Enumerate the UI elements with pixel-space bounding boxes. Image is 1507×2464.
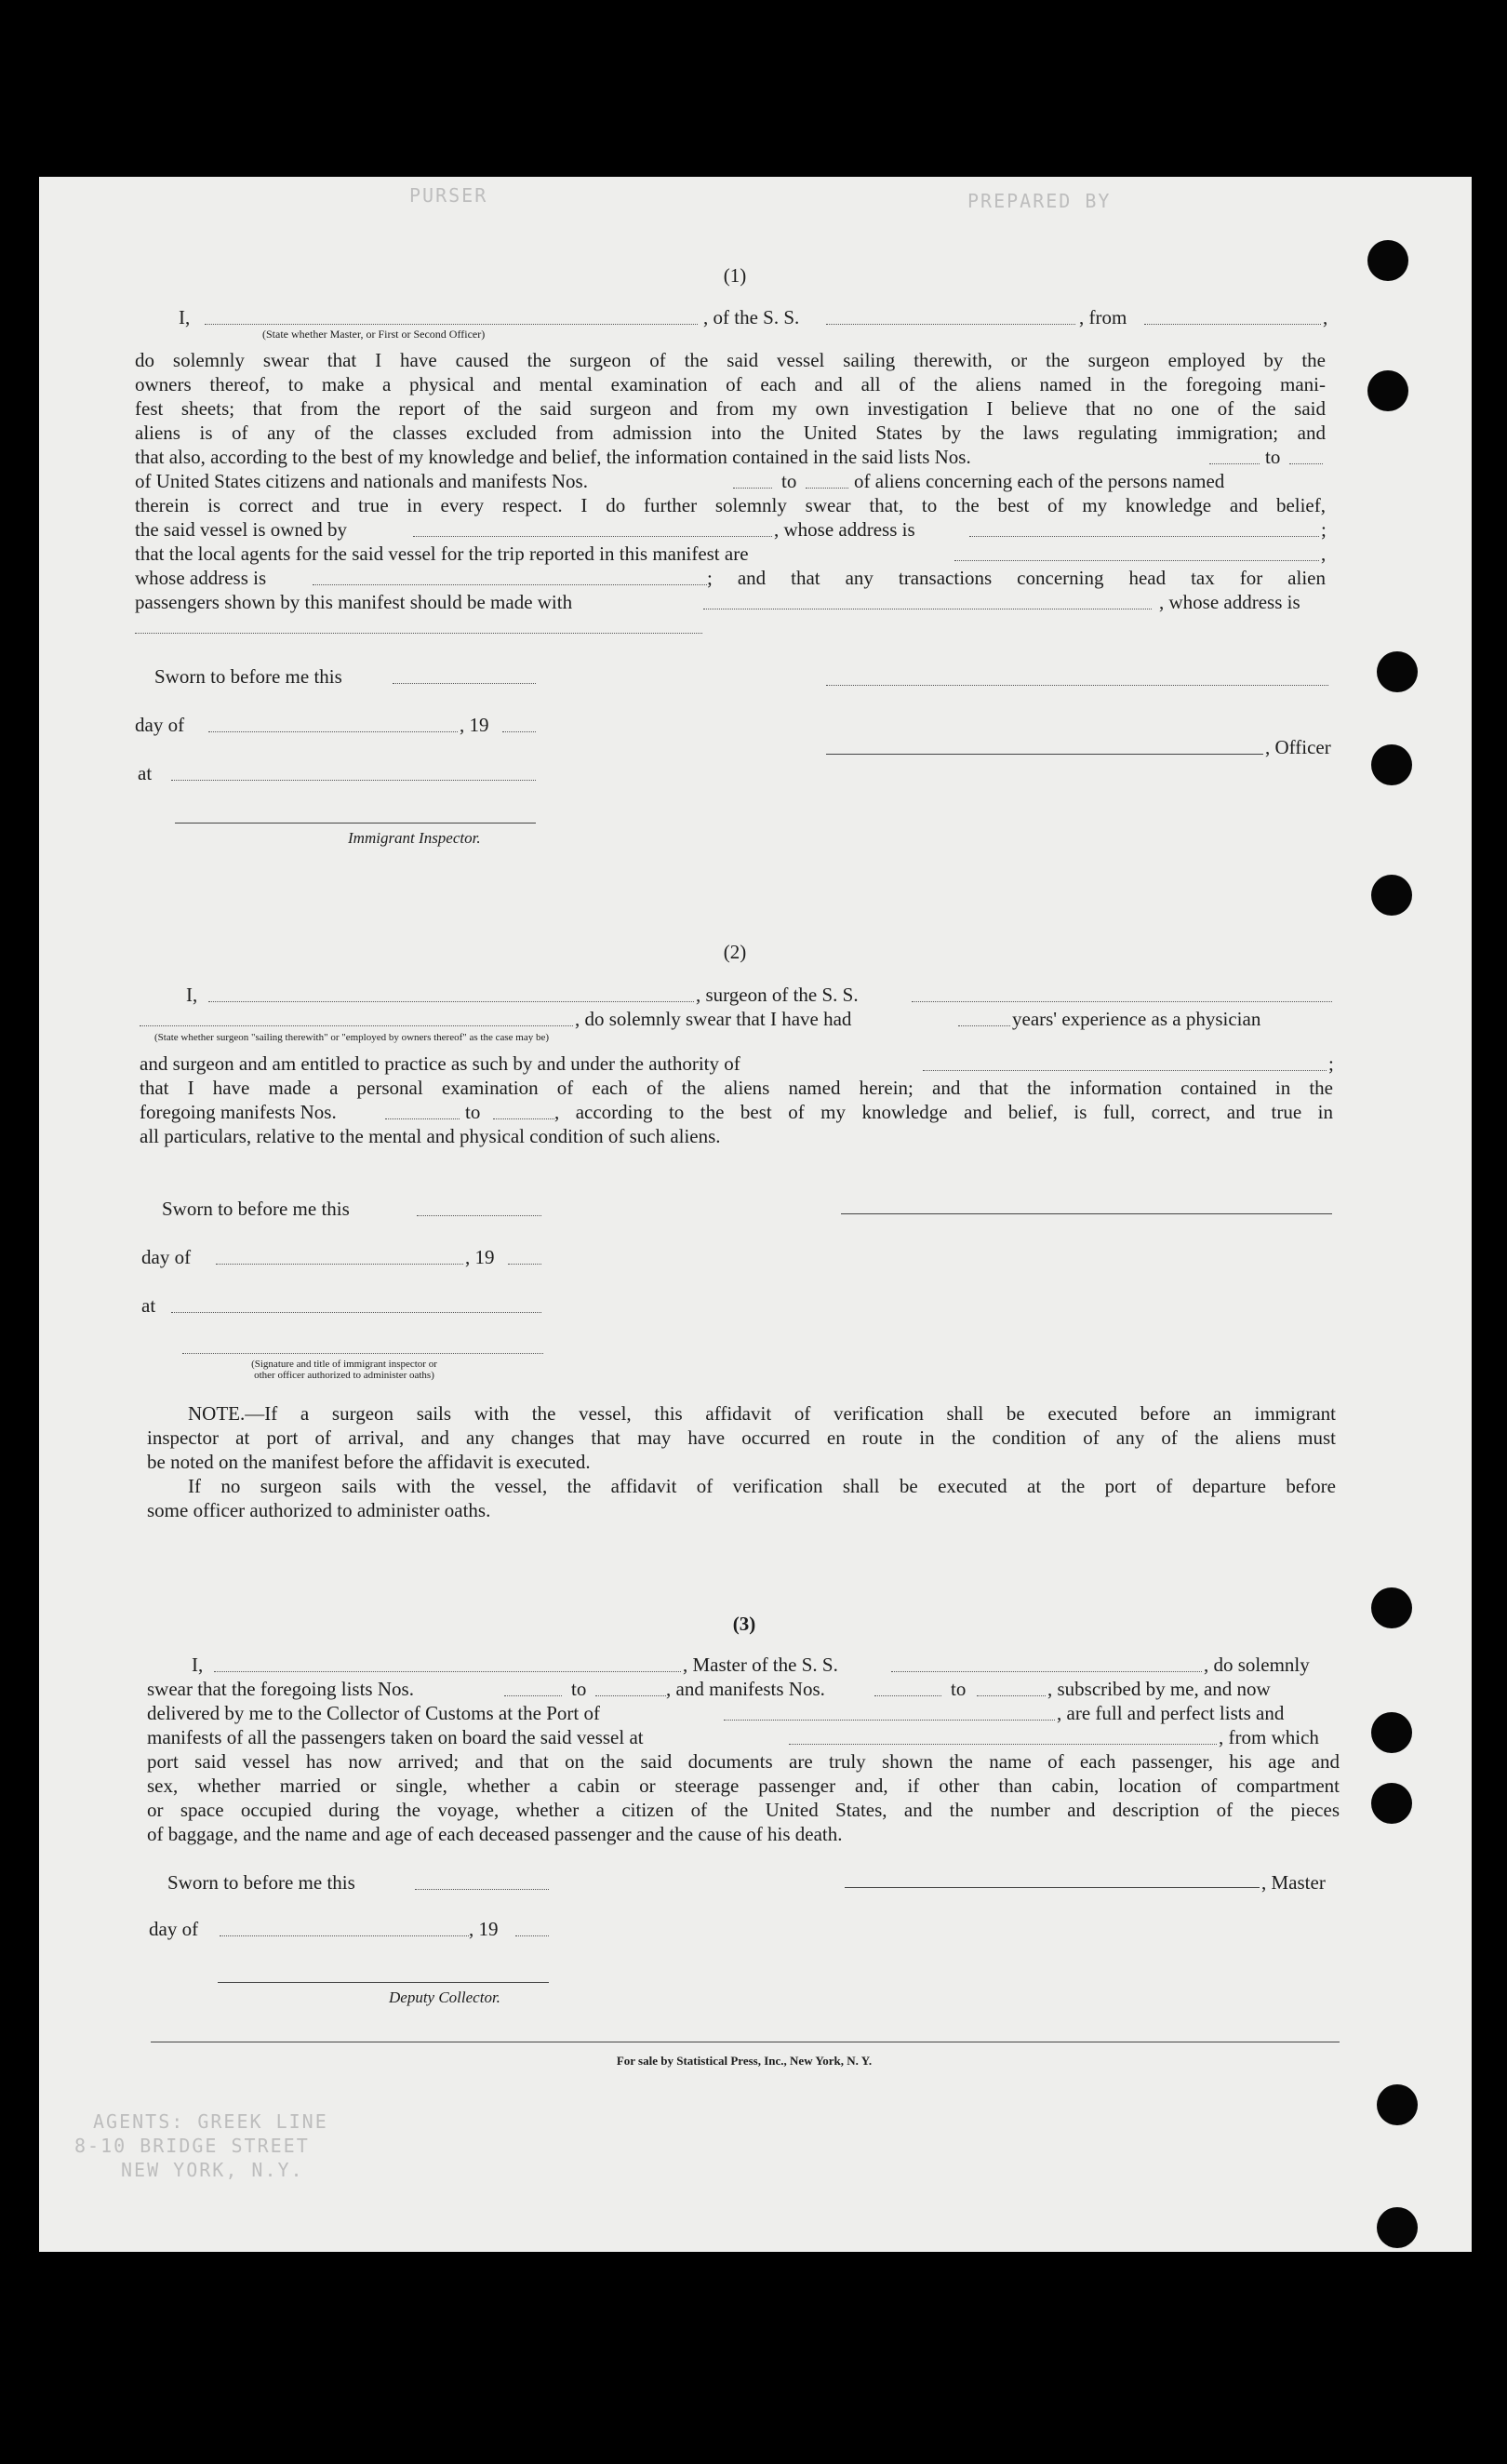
s2-line-4: that I have made a personal examination of each of the aliens named herein; and that the information contained in the xyxy=(140,1077,1333,1099)
s1-agents-address-field[interactable] xyxy=(313,584,707,585)
s2-authority-field[interactable] xyxy=(923,1070,1327,1071)
s3-lists-to-field[interactable] xyxy=(595,1695,666,1696)
s3-line-4b: , from which xyxy=(1219,1726,1319,1748)
printer-footer: For sale by Statistical Press, Inc., New York, N. Y. xyxy=(616,2054,873,2068)
s2-line-3a: and surgeon and am entitled to practice as such by and under the authority of xyxy=(140,1052,740,1075)
s1-officer-label: , Officer xyxy=(1265,736,1331,758)
s1-lists-to-field[interactable] xyxy=(1289,463,1323,464)
s2-line-6: all particulars, relative to the mental and physical condition of such aliens. xyxy=(140,1125,721,1147)
s1-line-9a: that the local agents for the said vessel for the trip reported in this manifest are xyxy=(135,542,749,565)
s1-line-11b: , whose address is xyxy=(1159,591,1300,613)
s1-year-label: , 19 xyxy=(460,714,489,736)
s1-comma: , xyxy=(1323,306,1328,328)
punch-hole xyxy=(1371,744,1412,785)
s2-sworn-date-field[interactable] xyxy=(417,1215,541,1216)
section-2-number: (2) xyxy=(723,941,747,963)
s3-day-field[interactable] xyxy=(220,1935,469,1936)
s3-manifests-from-field[interactable] xyxy=(874,1695,941,1696)
s2-surgeon-note: (State whether surgeon "sailing therewith" or "employed by owners thereof" as the case may be) xyxy=(154,1032,550,1043)
s1-officer-field[interactable] xyxy=(826,754,1263,755)
s3-year-label: , 19 xyxy=(469,1918,499,1940)
s3-master-label: , Master xyxy=(1261,1871,1326,1894)
punch-hole xyxy=(1371,875,1412,916)
prepared-by-stamp: PREPARED BY xyxy=(967,190,1112,212)
s1-year-field[interactable] xyxy=(502,731,536,732)
s3-sworn-date-field[interactable] xyxy=(415,1889,549,1890)
s2-note-line-3: be noted on the manifest before the affidavit is executed. xyxy=(147,1451,591,1473)
s1-day-field[interactable] xyxy=(208,731,458,732)
s3-lists-from-field[interactable] xyxy=(504,1695,562,1696)
s3-paragraph xyxy=(147,1749,1340,1846)
s1-line-9b: , xyxy=(1321,542,1327,565)
s1-manifests-from-field[interactable] xyxy=(733,488,772,489)
s2-manifests-to-field[interactable] xyxy=(493,1118,554,1119)
s3-day-label: day of xyxy=(149,1918,199,1940)
s1-at-field[interactable] xyxy=(171,780,536,781)
s2-vessel-name-field[interactable] xyxy=(912,1001,1332,1002)
s1-line-11a: passengers shown by this manifest should be made with xyxy=(135,591,573,613)
s1-owner-address-field[interactable] xyxy=(969,536,1319,537)
s3-boarding-port-field[interactable] xyxy=(789,1744,1217,1745)
s1-of-ss-label: , of the S. S. xyxy=(703,306,800,328)
punch-hole xyxy=(1377,651,1418,692)
s3-vessel-name-field[interactable] xyxy=(891,1671,1202,1672)
s1-lists-from-field[interactable] xyxy=(1209,463,1260,464)
s2-line-5c: , according to the best of my knowledge and belief, is full, correct, and true in xyxy=(554,1101,1333,1123)
s2-manifests-from-field[interactable] xyxy=(385,1118,460,1119)
s1-at-label: at xyxy=(138,762,153,784)
s3-line-8: of baggage, and the name and age of each deceased passenger and the cause of his death. xyxy=(147,1823,843,1845)
s2-note-line-2: inspector at port of arrival, and any changes that may have occurred en route in the condition of any of the aliens must xyxy=(147,1426,1336,1449)
s1-line-4: aliens is of any of the classes excluded from admission into the United States by the laws regulating immigration; and xyxy=(135,422,1326,444)
s1-signature-field[interactable] xyxy=(826,685,1328,686)
punch-hole xyxy=(1377,2207,1418,2248)
s2-i-label: I, xyxy=(186,984,198,1006)
s3-line-4a: manifests of all the passengers taken on board the said vessel at xyxy=(147,1726,644,1748)
punch-hole xyxy=(1371,1712,1412,1753)
s3-line-3a: delivered by me to the Collector of Customs at the Port of xyxy=(147,1702,600,1724)
section-1-number: (1) xyxy=(723,264,747,287)
s2-note-paragraph xyxy=(147,1401,1336,1522)
s1-line-6a: of United States citizens and nationals and manifests Nos. xyxy=(135,470,588,492)
s1-head-tax-address-field[interactable] xyxy=(135,633,702,634)
s2-year-label: , 19 xyxy=(465,1246,495,1268)
s3-master-ss-label: , Master of the S. S. xyxy=(683,1654,838,1676)
agent-stamp-line-2: 8-10 BRIDGE STREET xyxy=(74,2135,310,2157)
s2-line-5a: foregoing manifests Nos. xyxy=(140,1101,337,1123)
s1-vessel-name-field[interactable] xyxy=(826,324,1075,325)
s3-deputy-label: Deputy Collector. xyxy=(389,1989,500,2006)
s1-inspector-label: Immigrant Inspector. xyxy=(348,829,481,847)
s1-line-5a: that also, according to the best of my knowledge and belief, the information contained in the said lists Nos. xyxy=(135,446,971,468)
s3-line-2b: to xyxy=(571,1678,587,1700)
s1-sworn-label: Sworn to before me this xyxy=(154,665,342,688)
s2-note-line-4: If no surgeon sails with the vessel, the affidavit of verification shall be executed at the port of departure before xyxy=(188,1475,1336,1497)
purser-stamp: PURSER xyxy=(409,184,488,207)
s2-year-field[interactable] xyxy=(508,1264,541,1265)
s2-signature-field[interactable] xyxy=(841,1213,1332,1214)
s3-line-6: sex, whether married or single, whether a cabin or steerage passenger and, if other than cabin, location of compartment xyxy=(147,1774,1340,1797)
s2-sworn-label: Sworn to before me this xyxy=(162,1198,350,1220)
s3-solemnly-label: , do solemnly xyxy=(1204,1654,1310,1676)
s1-line-8b: , whose address is xyxy=(774,518,915,541)
s3-line-2d: to xyxy=(951,1678,967,1700)
s3-line-2e: , subscribed by me, and now xyxy=(1047,1678,1271,1700)
s2-surgeon-label: , surgeon of the S. S. xyxy=(696,984,859,1006)
s2-years-field[interactable] xyxy=(958,1025,1010,1026)
s1-line-6c: of aliens concerning each of the persons named xyxy=(854,470,1225,492)
s1-line-2: owners thereof, to make a physical and mental examination of each and all of the aliens named in the foregoing mani- xyxy=(135,373,1326,395)
s3-port-field[interactable] xyxy=(724,1720,1055,1721)
punch-hole xyxy=(1367,370,1408,411)
s3-sworn-label: Sworn to before me this xyxy=(167,1871,355,1894)
s2-signature-note-1: (Signature and title of immigrant inspector or xyxy=(251,1359,437,1370)
s1-officer-name-field[interactable] xyxy=(205,324,698,325)
s1-from-port-field[interactable] xyxy=(1144,324,1321,325)
s3-line-2a: swear that the foregoing lists Nos. xyxy=(147,1678,414,1700)
s1-owner-field[interactable] xyxy=(413,536,772,537)
s3-manifests-to-field[interactable] xyxy=(977,1695,1046,1696)
section-3-number: (3) xyxy=(732,1613,756,1635)
s1-manifests-to-field[interactable] xyxy=(806,488,848,489)
s3-i-label: I, xyxy=(192,1654,204,1676)
s2-at-field[interactable] xyxy=(171,1312,541,1313)
s2-officer-signature-field[interactable] xyxy=(182,1353,543,1354)
s3-year-field[interactable] xyxy=(515,1935,549,1936)
s3-master-name-field[interactable] xyxy=(214,1671,681,1672)
agent-stamp-line-3: NEW YORK, N.Y. xyxy=(121,2159,304,2181)
s1-line-3: fest sheets; that from the report of the said surgeon and from my own investigation I believe that no one of the said xyxy=(135,397,1326,420)
s1-line-7: therein is correct and true in every respect. I do further solemnly swear that, to the best of my knowledge and belief, xyxy=(135,494,1326,516)
s1-i-label: I, xyxy=(179,306,191,328)
s3-line-3b: , are full and perfect lists and xyxy=(1057,1702,1285,1724)
s2-day-label: day of xyxy=(141,1246,192,1268)
s2-years-label: years' experience as a physician xyxy=(1012,1008,1261,1030)
s1-line-8a: the said vessel is owned by xyxy=(135,518,348,541)
s1-day-label: day of xyxy=(135,714,185,736)
s3-line-7: or space occupied during the voyage, whether a citizen of the United States, and the number and description of the pieces xyxy=(147,1799,1340,1821)
s1-line-10b: ; and that any transactions concerning head tax for alien xyxy=(707,567,1326,589)
s2-note-line-5: some officer authorized to administer oaths. xyxy=(147,1499,491,1521)
s1-line-1: do solemnly swear that I have caused the surgeon of the said vessel sailing therewith, or the surgeon employed by the xyxy=(135,349,1326,371)
s1-from-label: , from xyxy=(1079,306,1127,328)
s2-note-line-1: NOTE.—If a surgeon sails with the vessel, this affidavit of verification shall be executed before an immigrant xyxy=(188,1402,1336,1425)
s2-line-3b: ; xyxy=(1328,1052,1334,1075)
s2-at-label: at xyxy=(141,1294,156,1317)
agent-stamp-line-1: AGENTS: GREEK LINE xyxy=(93,2110,328,2133)
s1-officer-note: (State whether Master, or First or Second Officer) xyxy=(262,328,486,341)
s2-surgeon-status-field[interactable] xyxy=(140,1025,573,1026)
s2-swear-label: , do solemnly swear that I have had xyxy=(575,1008,852,1030)
s1-line-10a: whose address is xyxy=(135,567,267,589)
punch-hole xyxy=(1371,1783,1412,1824)
s1-paragraph xyxy=(135,348,1326,445)
punch-hole xyxy=(1377,2084,1418,2125)
s3-line-2c: , and manifests Nos. xyxy=(666,1678,825,1700)
s3-line-5: port said vessel has now arrived; and that on the said documents are truly shown the name of each passenger, his age and xyxy=(147,1750,1340,1773)
s1-inspector-signature-field[interactable] xyxy=(175,823,536,824)
s1-line-6b: to xyxy=(781,470,797,492)
s2-signature-note-2: other officer authorized to administer oaths) xyxy=(254,1370,434,1381)
s2-surgeon-name-field[interactable] xyxy=(208,1001,694,1002)
s3-collector-signature-field[interactable] xyxy=(218,1982,549,1983)
s1-line-8c: ; xyxy=(1321,518,1327,541)
s2-line-5b: to xyxy=(465,1101,481,1123)
s1-sworn-date-field[interactable] xyxy=(393,683,536,684)
s2-day-field[interactable] xyxy=(216,1264,463,1265)
s3-master-signature-field[interactable] xyxy=(845,1887,1260,1888)
s1-line-5b: to xyxy=(1265,446,1281,468)
s1-agents-field[interactable] xyxy=(954,560,1319,561)
